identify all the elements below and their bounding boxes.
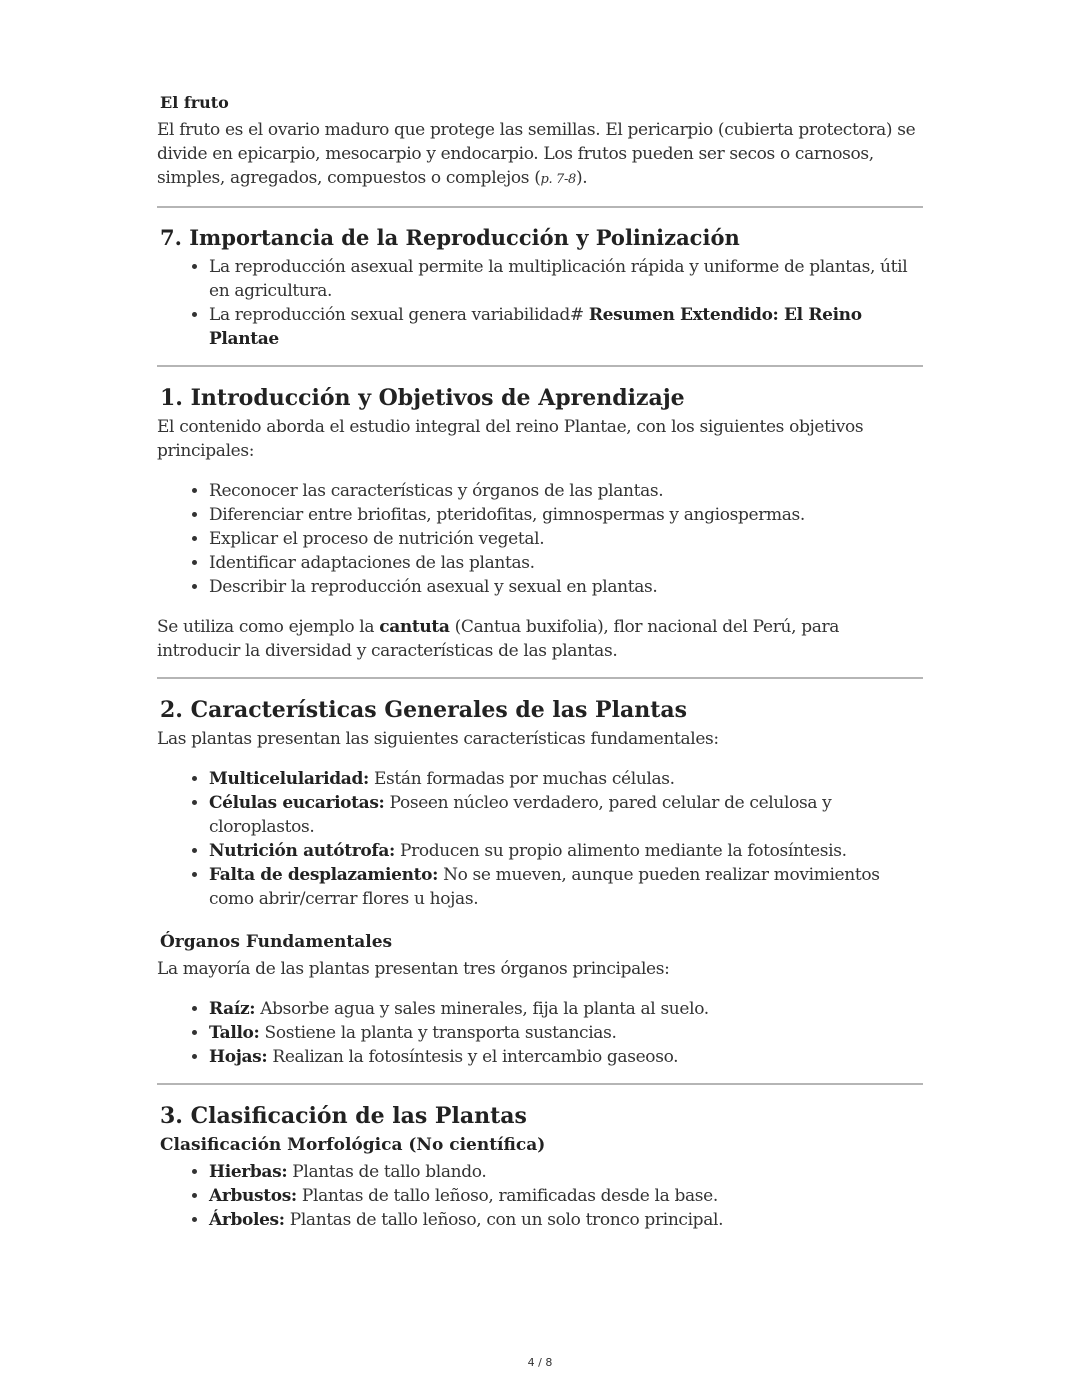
page-indicator: 4 / 8	[527, 1356, 553, 1369]
list-item	[209, 1184, 923, 1208]
term: Nutrición autótrofa:	[209, 841, 395, 861]
desc: Plantas de tallo blando.	[287, 1162, 487, 1182]
list-item	[209, 839, 923, 863]
heading-section-3: 3. Clasificación de las Plantas	[160, 1103, 527, 1129]
desc: Están formadas por muchas células.	[368, 769, 675, 789]
list-item: • Diferenciar entre briofitas, pteridofitas, gimnospermas y angiospermas.	[209, 503, 923, 527]
closing-text: Se utiliza como ejemplo la	[157, 617, 380, 637]
list-item	[209, 791, 923, 839]
classification-list	[157, 1160, 923, 1232]
list-item: • Identificar adaptaciones de las plantas.	[209, 551, 923, 575]
term: Multicelularidad:	[209, 769, 369, 789]
desc: No se mueven, aunque pueden realizar movimientos como abrir/cerrar flores u hojas.	[209, 865, 880, 909]
heading-section-7: 7. Importancia de la Reproducción y Polinización	[160, 225, 740, 250]
term: Hojas:	[209, 1047, 268, 1067]
desc: Sostiene la planta y transporta sustancias.	[259, 1023, 617, 1043]
list-item: • Explicar el proceso de nutrición vegetal.	[209, 527, 923, 551]
list-item	[209, 303, 923, 351]
section-1-closing	[157, 615, 923, 663]
heading-organos: Órganos Fundamentales	[160, 932, 393, 952]
desc: Producen su propio alimento mediante la fotosíntesis.	[394, 841, 847, 861]
list-item	[209, 863, 923, 911]
term: Tallo:	[209, 1023, 260, 1043]
desc: Plantas de tallo leñoso, ramificadas desde la base.	[296, 1186, 718, 1206]
section-2-intro: Las plantas presentan las siguientes características fundamentales:	[157, 729, 719, 749]
term: Raíz:	[209, 999, 256, 1019]
heading-el-fruto: El fruto	[160, 93, 229, 112]
heading-clasificacion-morfologica: Clasificación Morfológica (No científica)	[160, 1135, 546, 1155]
desc: Realizan la fotosíntesis y el intercambio gaseoso.	[267, 1047, 679, 1067]
document-page	[157, 92, 923, 1232]
divider	[157, 365, 923, 367]
term: Hierbas:	[209, 1162, 288, 1182]
list-item-bold: Resumen Extendido: El Reino Plantae	[209, 305, 862, 349]
list-item: • Reconocer las características y órganos de las plantas.	[209, 479, 923, 503]
term: Árboles:	[209, 1210, 285, 1230]
characteristics-list	[157, 767, 923, 911]
list-item	[209, 1208, 923, 1232]
list-item	[209, 767, 923, 791]
organos-intro: La mayoría de las plantas presentan tres órganos principales:	[157, 959, 670, 979]
divider	[157, 1083, 923, 1085]
fruto-text-end: ).	[575, 168, 588, 188]
list-item	[209, 997, 923, 1021]
page-citation: p. 7-8	[540, 172, 576, 187]
term: Falta de desplazamiento:	[209, 865, 439, 885]
desc: Plantas de tallo leñoso, con un solo tronco principal.	[284, 1210, 724, 1230]
divider	[157, 206, 923, 208]
desc: Poseen núcleo verdadero, pared celular de celulosa y cloroplastos.	[209, 793, 832, 837]
paragraph-el-fruto	[157, 118, 923, 192]
list-item	[209, 1160, 923, 1184]
list-item	[209, 1021, 923, 1045]
closing-text-end: (Cantua buxifolia), flor nacional del Perú, para introducir la diversidad y características de las plantas.	[157, 617, 840, 661]
objectives-list	[157, 479, 923, 599]
section-7-list	[157, 255, 923, 351]
desc: Absorbe agua y sales minerales, fija la planta al suelo.	[255, 999, 709, 1019]
list-item: • La reproducción asexual permite la multiplicación rápida y uniforme de plantas, útil en agricultura.	[209, 255, 923, 303]
organos-list	[157, 997, 923, 1069]
section-1-intro: El contenido aborda el estudio integral del reino Plantae, con los siguientes objetivos principales:	[157, 417, 864, 461]
term: Células eucariotas:	[209, 793, 385, 813]
divider	[157, 677, 923, 679]
heading-section-1: 1. Introducción y Objetivos de Aprendizaje	[160, 385, 685, 411]
list-item	[209, 1045, 923, 1069]
fruto-text: El fruto es el ovario maduro que protege las semillas. El pericarpio (cubierta protectora) se divide en epicarpio, mesocarpio y endocarpio. Los frutos pueden ser secos o carnosos, simples, agregados, compuestos o complejos (	[157, 120, 916, 188]
closing-bold: cantuta	[379, 617, 450, 637]
list-item: • Describir la reproducción asexual y sexual en plantas.	[209, 575, 923, 599]
list-item-text: La reproducción sexual genera variabilidad#	[209, 305, 589, 325]
term: Arbustos:	[209, 1186, 297, 1206]
heading-section-2: 2. Características Generales de las Plantas	[160, 697, 688, 723]
